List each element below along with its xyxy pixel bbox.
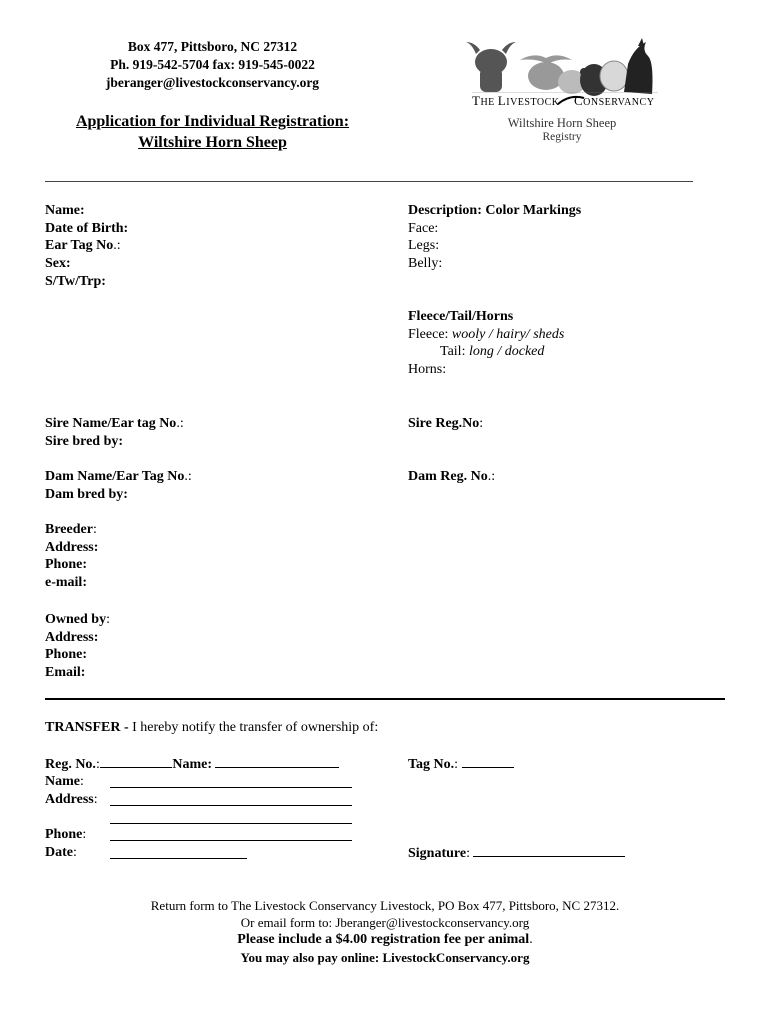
transfer-tag-no-line[interactable] xyxy=(462,755,514,768)
animal-name-field: Name: xyxy=(45,203,85,218)
fleece-heading: Fleece/Tail/Horns xyxy=(408,309,514,324)
footer-return-address: Return form to The Livestock Conservancy Livestock, PO Box 477, Pittsboro, NC 27312. xyxy=(150,898,620,913)
logo-subtitle-line1: Wiltshire Horn Sheep xyxy=(507,116,617,130)
form-title-line1: Application for Individual Registration: xyxy=(75,113,350,130)
breeder-phone-field: Phone: xyxy=(45,557,87,573)
transfer-separator xyxy=(45,698,725,700)
fleece-field: Fleece: wooly / hairy/ sheds xyxy=(408,326,565,342)
description-heading: Description: Color Markings xyxy=(408,203,582,218)
dam-block xyxy=(45,468,192,503)
sire-name-field: Sire Name/Ear tag No.: xyxy=(45,416,184,431)
animal-ear-tag-field: Ear Tag No.: xyxy=(45,238,121,254)
transfer-address-field: Address: xyxy=(45,791,98,807)
animal-info-block xyxy=(45,202,128,291)
sire-block xyxy=(45,415,184,450)
transfer-reg-no-line[interactable] xyxy=(100,755,172,768)
transfer-phone-field: Phone: xyxy=(45,827,87,843)
breeder-email-field: e-mail: xyxy=(45,575,87,591)
breeder-address-field: Address: xyxy=(45,539,99,555)
owner-block xyxy=(45,611,110,682)
footer-block xyxy=(0,897,770,966)
sire-reg-field: Sire Reg.No: xyxy=(408,416,484,431)
horns-field: Horns: xyxy=(408,362,447,378)
animal-dob-field: Date of Birth: xyxy=(45,220,129,236)
logo-subtitle-line2: Registry xyxy=(542,131,582,143)
breeder-block xyxy=(45,521,98,592)
transfer-address-line-1[interactable] xyxy=(110,793,352,806)
footer-fee: Please include a $4.00 registration fee per animal. xyxy=(237,932,533,947)
owner-phone-field: Phone: xyxy=(45,647,87,663)
animal-sex-field: Sex: xyxy=(45,256,71,272)
dam-bred-by-field: Dam bred by: xyxy=(45,486,128,502)
signature-line[interactable] xyxy=(473,844,625,857)
transfer-phone-line[interactable] xyxy=(110,828,352,841)
footer-email: Or email form to: Jberanger@livestockconservancy.org xyxy=(240,915,530,930)
transfer-reg-row: Reg. No.: Name: xyxy=(45,755,339,774)
owner-email-field: Email: xyxy=(45,665,86,681)
tail-options: long / docked xyxy=(468,344,545,360)
animal-birth-type-field: S/Tw/Trp: xyxy=(45,273,106,289)
fleece-options: wooly / hairy/ sheds xyxy=(451,326,565,342)
owner-field: Owned by: xyxy=(45,612,110,627)
form-title-line2: Wiltshire Horn Sheep xyxy=(138,134,287,151)
org-phone-fax: Ph. 919-542-5704 fax: 919-545-0022 xyxy=(110,57,315,72)
livestock-animals-icon xyxy=(462,36,662,98)
transfer-tag-row: Tag No.: xyxy=(408,755,514,774)
face-field: Face: xyxy=(408,220,439,236)
transfer-address-line-2[interactable] xyxy=(110,811,352,824)
transfer-name-inline-line[interactable] xyxy=(215,755,339,768)
signature-field: Signature: xyxy=(408,844,625,863)
transfer-date-line[interactable] xyxy=(110,846,247,859)
breeder-field: Breeder: xyxy=(45,522,97,537)
description-block xyxy=(408,202,581,273)
org-email: jberanger@livestockconservancy.org xyxy=(105,75,320,90)
footer-pay-online: You may also pay online: LivestockConservancy.org xyxy=(240,950,530,965)
transfer-labels xyxy=(45,773,98,862)
dam-name-field: Dam Name/Ear Tag No.: xyxy=(45,469,192,484)
transfer-date-field: Date: xyxy=(45,844,77,860)
org-address: Box 477, Pittsboro, NC 27312 xyxy=(127,39,298,54)
owner-address-field: Address: xyxy=(45,629,99,645)
sire-bred-by-field: Sire bred by: xyxy=(45,433,124,449)
transfer-name-line[interactable] xyxy=(110,775,352,788)
transfer-heading: TRANSFER - I hereby notify the transfer of ownership of: xyxy=(45,720,379,735)
org-contact-block xyxy=(60,38,365,92)
header-separator xyxy=(45,181,693,182)
livestock-conservancy-logo: THE LIVESTOCK CONSERVANCY Wiltshire Horn Sheep Registry xyxy=(462,36,662,151)
tail-field: Tail: long / docked xyxy=(440,344,545,360)
form-title xyxy=(40,111,385,153)
dam-reg-field: Dam Reg. No.: xyxy=(408,469,496,484)
fleece-block xyxy=(408,308,564,379)
transfer-name-field: Name: xyxy=(45,774,84,789)
legs-field: Legs: xyxy=(408,238,440,254)
belly-field: Belly: xyxy=(408,256,443,272)
